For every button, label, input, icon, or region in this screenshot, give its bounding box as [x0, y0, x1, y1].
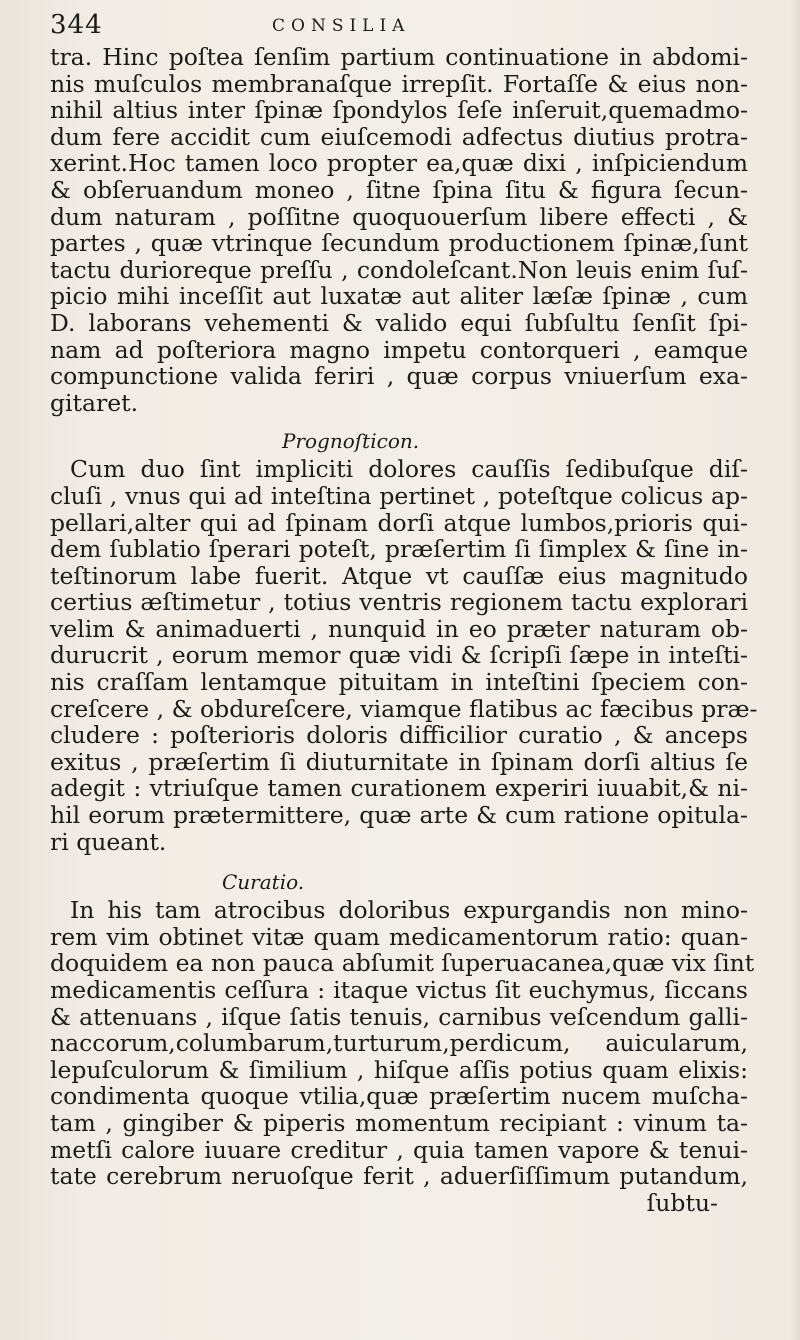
catchword: ſubtu- [646, 1188, 718, 1217]
text-line: metſi calore iuuare creditur , quia tamen vapore & tenui- [50, 1135, 748, 1164]
text-line: compunctione valida feriri , quæ corpus vniuerſum exa- [50, 362, 748, 391]
text-line: nihil altius inter ſpinæ ſpondylos ſeſe inſeruit,quemadmo- [50, 96, 748, 125]
text-line: doquidem ea non pauca abſumit ſuperuacanea,quæ vix ſint [50, 949, 755, 978]
text-line: adegit : vtriuſque tamen curationem experiri iuuabit,& ni- [50, 774, 748, 803]
text-line: cludere : poſterioris doloris difficilior curatio , & anceps [50, 721, 748, 750]
text-line: dum naturam , poſſitne quoquouerſum libere effecti , & [50, 202, 748, 231]
text-line: velim & animaduerti , nunquid in eo præter naturam ob- [50, 614, 748, 643]
text-line: xerint.Hoc tamen loco propter ea,quæ dixi , inſpiciendum [50, 149, 748, 178]
text-line: teſtinorum labe fuerit. Atque vt cauſſæ eius magnitudo [50, 561, 748, 590]
text-line: nis muſculos membranaſque irrepſit. Fortaſſe & eius non- [50, 69, 748, 98]
text-line: pellari,alter qui ad ſpinam dorſi atque lumbos,prioris qui- [50, 508, 748, 537]
text-line: & obſeruandum moneo , ſitne ſpina ſitu & figura ſecun- [50, 175, 748, 204]
text-line: partes , quæ vtrinque ſecundum productionem ſpinæ,ſunt [50, 229, 748, 258]
text-line: Cum duo ſint impliciti dolores cauſſis ſedibuſque diſ- [70, 455, 748, 484]
text-line: condimenta quoque vtilia,quæ præſertim nucem muſcha- [50, 1082, 748, 1111]
text-line: exitus , præſertim ſi diuturnitate in ſpinam dorſi altius ſe [50, 747, 748, 776]
text-line: ri queant. [50, 827, 167, 856]
text-line: creſcere , & obdureſcere, viamque flatibus ac fæcibus præ- [50, 694, 758, 723]
text-line: tate cerebrum neruoſque ferit , aduerſiſſimum putandum, [50, 1162, 748, 1191]
text-line: durucrit , eorum memor quæ vidi & ſcripſi ſæpe in inteſti- [50, 641, 748, 670]
paragraph-1 [50, 44, 748, 416]
running-head: CONSILIA [272, 16, 411, 36]
text-line: certius æſtimetur , totius ventris regionem tactu explorari [50, 588, 748, 617]
section-heading-curatio: Curatio. [222, 870, 305, 895]
text-line: hil eorum prætermittere, quæ arte & cum ratione opitula- [50, 801, 748, 830]
section-heading-prognosticon: Prognoſticon. [282, 429, 420, 454]
text-line: rem vim obtinet vitæ quam medicamentorum ratio: quan- [50, 922, 748, 951]
text-line: dum fere accidit cum eiuſcemodi adfectus diutius protra- [50, 122, 748, 151]
text-line: tactu durioreque preſſu , condoleſcant.Non leuis enim ſuſ- [50, 255, 748, 284]
text-line: picio mihi inceſſit aut luxatæ aut aliter læſæ ſpinæ , cum [50, 282, 748, 311]
page-number: 344 [50, 10, 103, 40]
paragraph-3 [50, 896, 755, 1191]
text-line: gitaret. [50, 388, 139, 417]
text-line: dem ſublatio ſperari poteſt, præſertim ſi ſimplex & ſine in- [50, 535, 748, 564]
text-line: tra. Hinc poſtea ſenſim partium continuatione in abdomi- [50, 43, 748, 71]
page-header [50, 6, 750, 46]
body-text [50, 43, 758, 1217]
text-line: & attenuans , iſque ſatis tenuis, carnibus veſcendum galli- [50, 1002, 748, 1031]
text-line: cluſi , vnus qui ad inteſtina pertinet , poteſtque colicus ap- [50, 481, 748, 510]
text-line: lepuſculorum & ſimilium , hiſque aſſis potius quam elixis: [50, 1055, 748, 1084]
text-line: nam ad poſteriora magno impetu contorqueri , eamque [50, 335, 748, 364]
paragraph-2 [50, 455, 758, 856]
text-line: tam , gingiber & piperis momentum recipiant : vinum ta- [50, 1108, 748, 1137]
text-line: In his tam atrocibus doloribus expurgandis non mino- [70, 896, 748, 925]
page-edge-shadow [790, 0, 800, 1340]
text-line: naccorum,columbarum,turturum,perdicum, auicularum, [50, 1029, 748, 1058]
text-line: medicamentis ceſſura : itaque victus ſit euchymus, ſiccans [50, 976, 748, 1004]
text-line: D. laborans vehementi & valido equi ſubſultu ſenſit ſpi- [50, 308, 748, 337]
text-line: nis craſſam lentamque pituitam in inteſtini ſpeciem con- [50, 668, 748, 697]
